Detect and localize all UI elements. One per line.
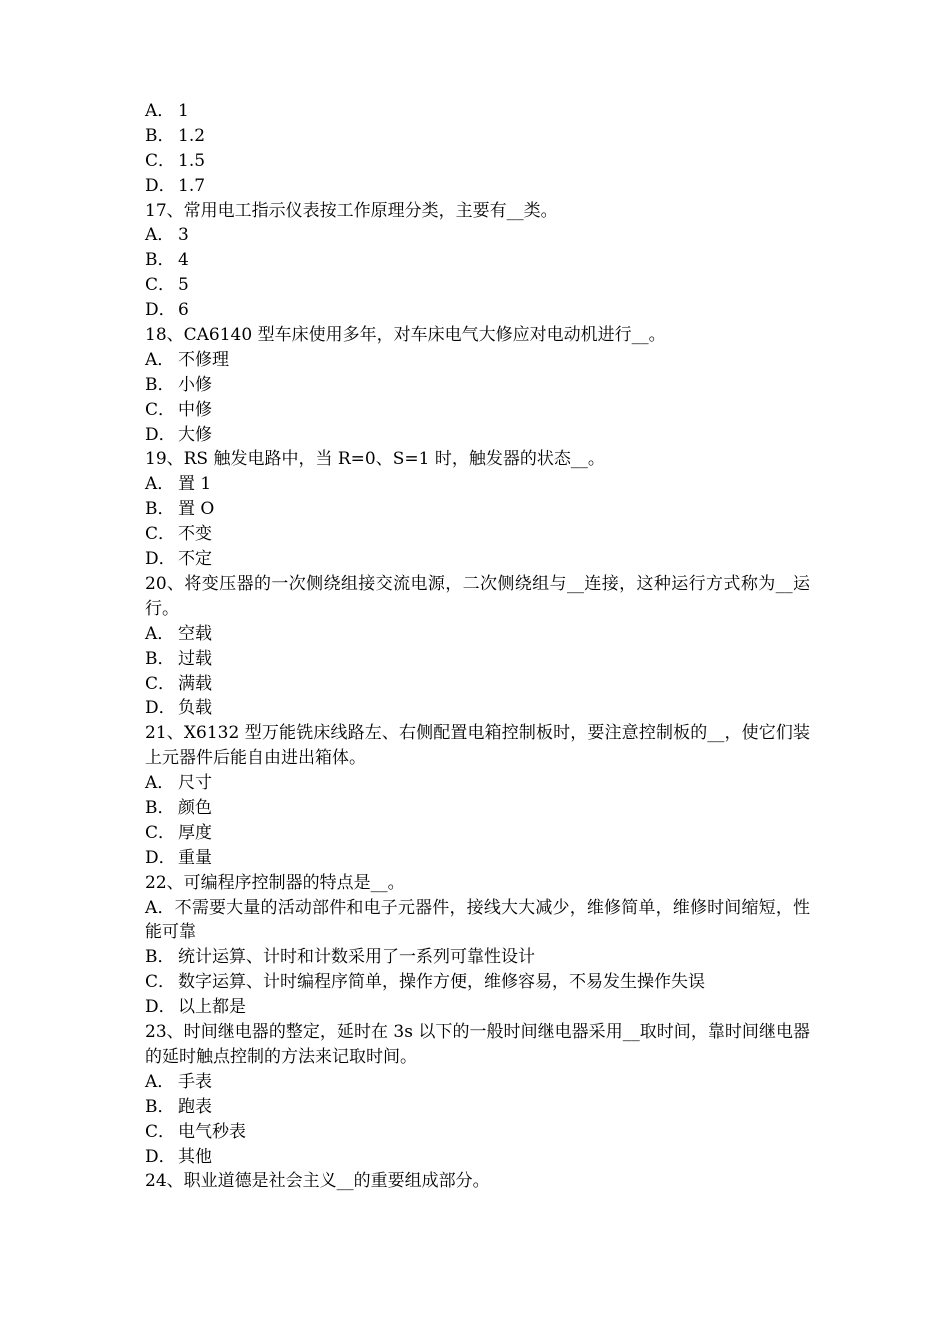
option-label: A． [145,897,175,918]
question-20-text: 20、将变压器的一次侧绕组接交流电源，二次侧绕组与__连接，这种运行方式称为__运行。 [145,573,810,619]
option-text: 小修 [178,374,212,395]
option-label: A． [145,349,175,370]
option-line [145,945,810,970]
option-text: 置 O [178,499,215,520]
option-label: B． [145,374,175,395]
option-text: 以上都是 [178,997,246,1018]
option-line [145,995,810,1020]
option-label: C． [145,673,176,694]
option-text: 5 [178,275,189,296]
option-label: D． [145,847,176,868]
option-line [145,273,810,298]
option-text: 厚度 [178,822,212,843]
option-text: 不定 [178,549,212,570]
option-line [145,223,810,248]
option-line [145,1120,810,1145]
option-label: C． [145,822,176,843]
option-label: B． [145,250,175,271]
option-line [145,1095,810,1120]
option-text: 6 [178,300,189,321]
option-text: 3 [178,225,189,246]
option-line [145,672,810,697]
option-line [145,248,810,273]
option-label: C． [145,972,176,993]
option-line [145,373,810,398]
option-line [145,696,810,721]
option-line [145,1145,810,1170]
option-line-wrapped [145,896,810,946]
option-text: 置 1 [178,474,212,495]
option-text: 中修 [178,399,212,420]
option-label: C． [145,1121,176,1142]
option-line [145,124,810,149]
option-text: 过载 [178,648,212,669]
option-line [145,149,810,174]
option-text: 大修 [178,424,212,445]
option-line [145,298,810,323]
option-line [145,622,810,647]
option-text: 不需要大量的活动部件和电子元器件，接线大大减少，维修简单，维修时间缩短，性能可靠 [145,897,811,943]
document-content [145,99,810,1194]
option-line [145,348,810,373]
option-text: 重量 [178,847,212,868]
option-label: A． [145,623,175,644]
option-line [145,547,810,572]
option-line [145,99,810,124]
option-text: 空载 [178,623,212,644]
option-label: A． [145,1071,175,1092]
option-label: C． [145,399,176,420]
option-label: C． [145,524,176,545]
option-label: B． [145,947,175,968]
option-line [145,497,810,522]
option-label: D． [145,997,176,1018]
option-text: 1.2 [178,125,206,146]
option-label: B． [145,798,175,818]
option-label: D． [145,698,176,719]
question-23-text: 23、时间继电器的整定，延时在 3s 以下的一般时间继电器采用__取时间，靠时间继电器的延时触点控制的方法来记取时间。 [145,1022,810,1067]
option-line [145,846,810,871]
option-text: 1.7 [178,175,206,196]
option-line [145,423,810,448]
option-text: 不变 [178,524,212,545]
question-21-text: 21、X6132 型万能铣床线路左、右侧配置电箱控制板时，要注意控制板的__，使它们装上元器件后能自由进出箱体。 [145,723,810,769]
option-line [145,771,810,796]
option-label: B． [145,125,175,146]
question-19-text: 19、RS 触发电路中，当 R=0、S=1 时，触发器的状态__。 [145,449,605,470]
question-18-text: 18、CA6140 型车床使用多年，对车床电气大修应对电动机进行__。 [145,325,666,346]
option-line [145,1070,810,1095]
question-22-text: 22、可编程序控制器的特点是__。 [145,872,405,893]
option-text: 负载 [178,698,212,719]
option-line [145,970,810,995]
option-line [145,647,810,672]
option-text: 手表 [178,1071,212,1092]
option-line [145,821,810,846]
option-line [145,174,810,199]
option-label: B． [145,499,175,520]
option-text: 1.5 [178,150,206,171]
option-label: D． [145,424,176,445]
option-label: A． [145,474,175,495]
option-label: B． [145,1096,175,1117]
option-text: 颜色 [178,798,212,818]
option-text: 1 [178,101,189,121]
option-label: A． [145,101,175,121]
option-text: 数字运算、计时编程序简单，操作方便，维修容易，不易发生操作失误 [178,972,705,993]
question-24-text: 24、职业道德是社会主义__的重要组成部分。 [145,1171,490,1192]
option-label: D． [145,175,176,196]
option-line [145,398,810,423]
option-text: 不修理 [178,349,229,370]
option-text: 统计运算、计时和计数采用了一系列可靠性设计 [178,947,535,968]
option-label: A． [145,225,175,246]
option-label: D． [145,1146,176,1167]
option-line [145,522,810,547]
option-line [145,796,810,821]
option-label: C． [145,275,176,296]
option-line [145,472,810,497]
option-text: 尺寸 [178,773,212,794]
option-label: D． [145,300,176,321]
option-label: D． [145,549,176,570]
option-label: B． [145,648,175,669]
option-text: 4 [178,250,189,271]
option-text: 其他 [178,1146,212,1167]
option-label: C． [145,150,176,171]
option-text: 跑表 [178,1096,212,1117]
option-text: 电气秒表 [178,1121,246,1142]
option-label: A． [145,773,175,794]
question-17-text: 17、常用电工指示仪表按工作原理分类，主要有__类。 [145,200,558,221]
option-text: 满载 [178,673,212,694]
